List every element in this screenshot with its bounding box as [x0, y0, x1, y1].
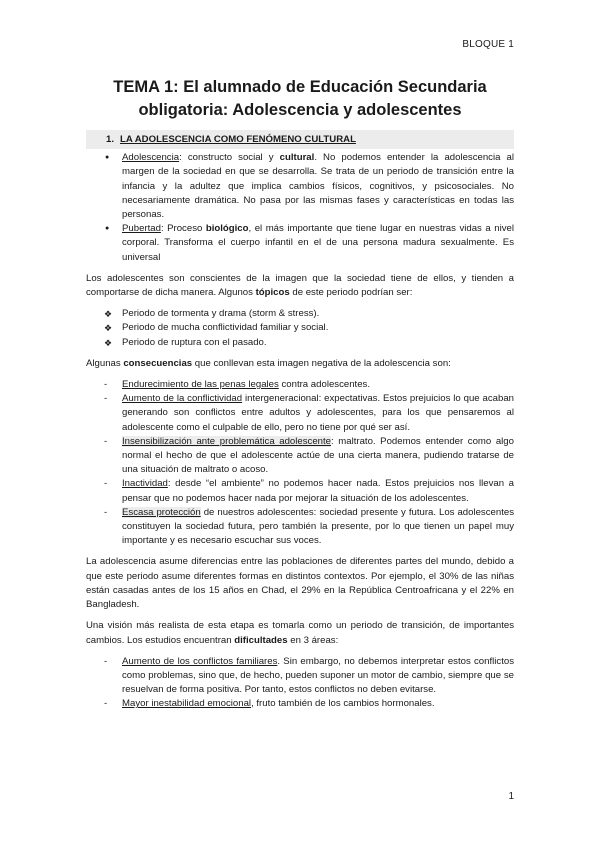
difficulties-list: [86, 655, 514, 712]
list-item: - Escasa protección de nuestros adolescentes: sociedad presente y futura. Los adolescentes constituyen la sociedad futura, pero también la presente, por lo que tienen un papel muy importante y es necesario escuchar sus voces.: [86, 506, 514, 549]
list-item: ❖ Periodo de tormenta y drama (storm & stress).: [86, 307, 514, 321]
list-item: - Endurecimiento de las penas legales contra adolescentes.: [86, 378, 514, 392]
definition-adolescencia: ● Adolescencia: constructo social y cultural. No podemos entender la adolescencia al margen de la sociedad en que se desarrolla. Se trata de un periodo de transición entre la infancia y la adultez que implica cambios físicos, cognitivos, y psicosociales. No necesariamente dramática. No pasa por las mismas fases y características en todas las personas.: [86, 151, 514, 222]
list-item: - Aumento de los conflictos familiares. Sin embargo, no debemos interpretar estos conflictos como problemas, sino que, de hecho, pueden suponer un motor de cambio, siempre que se resuelvan de forma positiva. Por tanto, estos conflictos no deben evitarse.: [86, 655, 514, 698]
paragraph-vision: Una visión más realista de esta etapa es tomarla como un periodo de transición, de importantes cambios. Los estudios encuentran dificultades en 3 áreas:: [86, 620, 514, 646]
paragraph-consequences: Algunas consecuencias que conllevan esta imagen negativa de la adolescencia son:: [86, 357, 451, 369]
list-item: - Mayor inestabilidad emocional, fruto también de los cambios hormonales.: [86, 697, 514, 711]
definitions-list: [86, 151, 514, 265]
section-title: LA ADOLESCENCIA COMO FENÓMENO CULTURAL: [120, 134, 356, 145]
list-item: ❖ Periodo de mucha conflictividad familiar y social.: [86, 321, 514, 335]
list-item: - Aumento de la conflictividad intergeneracional: expectativas. Estos prejuicios lo que acaban generando son conflictos entre adultos y adolescentes, para los que pensaremos al adolescente como el culpable de ello, pero no tiene por qué ser así.: [86, 392, 514, 435]
topics-list: [86, 307, 514, 350]
page-title: TEMA 1: El alumnado de Educación Secundaria obligatoria: Adolescencia y adolescentes: [113, 78, 487, 119]
page-number: 1: [508, 791, 514, 802]
document-body: [86, 70, 514, 719]
list-item: ❖ Periodo de ruptura con el pasado.: [86, 336, 514, 350]
paragraph-image: Los adolescentes son conscientes de la imagen que la sociedad tiene de ellos, y tienden a comportarse de dicha manera. Algunos tópicos de este periodo podrían ser:: [86, 272, 514, 299]
section-number: 1.: [106, 134, 115, 145]
page-header: BLOQUE 1: [462, 39, 514, 50]
section-heading: [86, 130, 514, 149]
consequences-list: [86, 378, 514, 548]
list-item: - Inactividad: desde “el ambiente” no podemos hacer nada. Estos prejuicios nos llevan a pensar que no podemos hacer nada por mejorar la situación de los adolescentes.: [86, 477, 514, 505]
list-item: - Insensibilización ante problemática adolescente: maltrato. Podemos entender como algo normal el hecho de que el adolescente actúe de una cierta manera, pudiendo tratarse de una situación de maltrato o acoso.: [86, 435, 514, 478]
paragraph-differences: La adolescencia asume diferencias entre las poblaciones de diferentes partes del mundo, debido a que este periodo asume diferentes formas en distintos contextos. Por ejemplo, el 30% de las niñas están casadas antes de los 15 años en Chad, el 29% en la República Centroafricana y el 22% en Bangladesh.: [86, 556, 514, 611]
definition-pubertad: ● Pubertad: Proceso biológico, el más importante que tiene lugar en nuestras vidas a nivel corporal. Transforma el cuerpo infantil en el de una persona madura sexualmente. Es universal: [86, 222, 514, 265]
